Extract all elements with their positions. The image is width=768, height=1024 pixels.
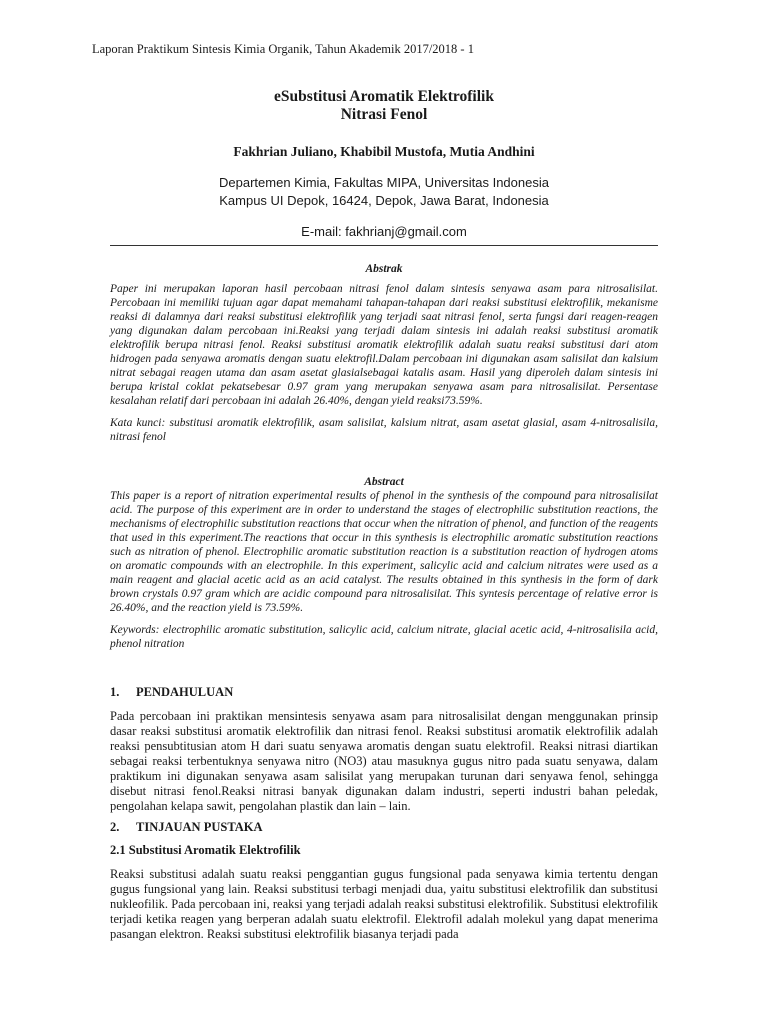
author-email: E-mail: fakhrianj@gmail.com	[301, 224, 467, 239]
keywords: Keywords: electrophilic aromatic substitution, salicylic acid, calcium nitrate, glacial acetic acid, 4-nitrosalisila acid, phenol nitration	[110, 624, 658, 650]
affiliation-line1: Departemen Kimia, Fakultas MIPA, Universitas Indonesia	[219, 175, 549, 190]
section1-number: 1.	[110, 685, 120, 699]
kata-kunci: Kata kunci: substitusi aromatik elektrofilik, asam salisilat, kalsium nitrat, asam asetat glasial, asam 4-nitrosalisila, nitrasi fenol	[110, 417, 658, 443]
section1-heading	[110, 685, 658, 700]
title-block	[0, 88, 768, 239]
abstrak-heading: Abstrak	[365, 263, 403, 275]
section-tinjauan-pustaka	[110, 820, 658, 942]
title-divider	[110, 245, 658, 246]
abstrak-section	[110, 262, 658, 444]
section2-text: Reaksi substitusi adalah suatu reaksi penggantian gugus fungsional pada senyawa kimia tertentu dengan gugus fungsional yang lain. Reaksi substitusi terbagi menjadi dua, yaitu substitusi elektrofilik dan substitusi nukleofilik. Pada percobaan ini, reaksi yang terjadi adalah reaksi substitusi elektrofilik. Substitusi elektrofilik terjadi ketika reagen yang berperan adalah suatu elektrofil. Elektrofil adalah molekul yang dapat menerima pasangan elektron. Reaksi substitusi elektrofilik biasanya terjadi pada	[110, 867, 658, 941]
section1-title: PENDAHULUAN	[136, 685, 234, 699]
paper-title-line1: eSubstitusi Aromatik Elektrofilik	[274, 88, 494, 105]
section1-text: Pada percobaan ini praktikan mensintesis senyawa asam para nitrosalisilat dengan menggunakan prinsip dasar reaksi substitusi aromatik elektrofilik dan nitrasi fenol. Reaksi substitusi aromatik elektrofilik adalah reaksi pensubtitusian atom H dari suatu senyawa aromatis dengan suatu elektrofil. Reaksi nitrasi diartikan sebagai reaksi terbentuknya senyawa nitro (NO3) atau masuknya gugus nitro pada suatu senyawa, dalam praktikum ini digunakan senyawa asam salisilat yang merupakan turunan dari senyawa fenol, sehingga disebut nitrasi fenol.Reaksi nitrasi banyak digunakan dalam industri, seperti industri bahan peledak, pengolahan kelapa sawit, pengolahan plastik dan lain – lain.	[110, 709, 658, 813]
abstract-heading: Abstract	[364, 476, 404, 488]
authors: Fakhrian Juliano, Khabibil Mustofa, Mutia Andhini	[233, 144, 535, 159]
affiliation	[0, 174, 768, 210]
section2-heading	[110, 820, 658, 835]
affiliation-line2: Kampus UI Depok, 16424, Depok, Jawa Barat, Indonesia	[219, 193, 549, 208]
section-pendahuluan	[110, 685, 658, 814]
paper-title-line2: Nitrasi Fenol	[340, 106, 428, 123]
subsection-2-1-title: 2.1 Substitusi Aromatik Elektrofilik	[110, 843, 301, 857]
abstract-text: This paper is a report of nitration experimental results of phenol in the synthesis of the compound para nitrosalisilat acid. The purpose of this experiment are in order to understand the stages of electrophilic substitution reactions, the mechanisms of electrophilic substitution reactions that occur when the nitration of phenol, and function of the reagents that used in this experiment.The reactions that occur in this synthesis is electrophilic aromatic substitution reactions such as nitration of phenol. Electrophilic aromatic substitution reaction is a substitution reaction of hydrogen atoms on aromatic compounds with an electrophile. In this experiment, salicylic acid and calcium nitrates were used as a main reagent and glacial acetic acid as an acid catalyst. The results obtained in this synthesis in the form of dark brown crystals 0.97 gram which are acidic compound para nitrosalisilat. This syntesis percentage of relative error is 26.40%, and the reaction yield is 73.59%.	[110, 490, 658, 614]
abstrak-text: Paper ini merupakan laporan hasil percobaan nitrasi fenol dalam sintesis senyawa asam para nitrosalisilat. Percobaan ini memiliki tujuan agar dapat memahami tahapan-tahapan dari reaksi substitusi elektrofilik, mekanisme reaksi di dalamnya dari reaksi substitusi elektrofilik yang terjadi saat nitrasi fenol, serta fungsi dari reagen-reagen yang digunakan dalam percobaan ini.Reaksi yang terjadi dalam sintesis ini adalah reaksi substitusi aromatik elektrofilik berupa nitrasi fenol. Reaksi substitusi aromatik elektrofilik adalah suatu reaksi substitusi dari atom hidrogen pada senyawa aromatis dengan suatu elektrofil.Dalam percobaan ini digunakan asam salisilat dan kalsium nitrat sebagai reagen utama dan asam asetat glasialsebagai katalis asam. Hasil yang diperoleh dalam sintesis ini berupa kristal coklat pekatsebesar 0.97 gram yang merupakan senyawa asam para nitrosalisilat. Persentase kesalahan relatif dari percobaan ini adalah 26.40%, dengan yield reaksi73.59%.	[110, 283, 658, 407]
abstract-section	[110, 475, 658, 651]
section2-title: TINJAUAN PUSTAKA	[136, 820, 263, 834]
running-header: Laporan Praktikum Sintesis Kimia Organik, Tahun Akademik 2017/2018 - 1	[92, 42, 474, 56]
section2-number: 2.	[110, 820, 120, 834]
